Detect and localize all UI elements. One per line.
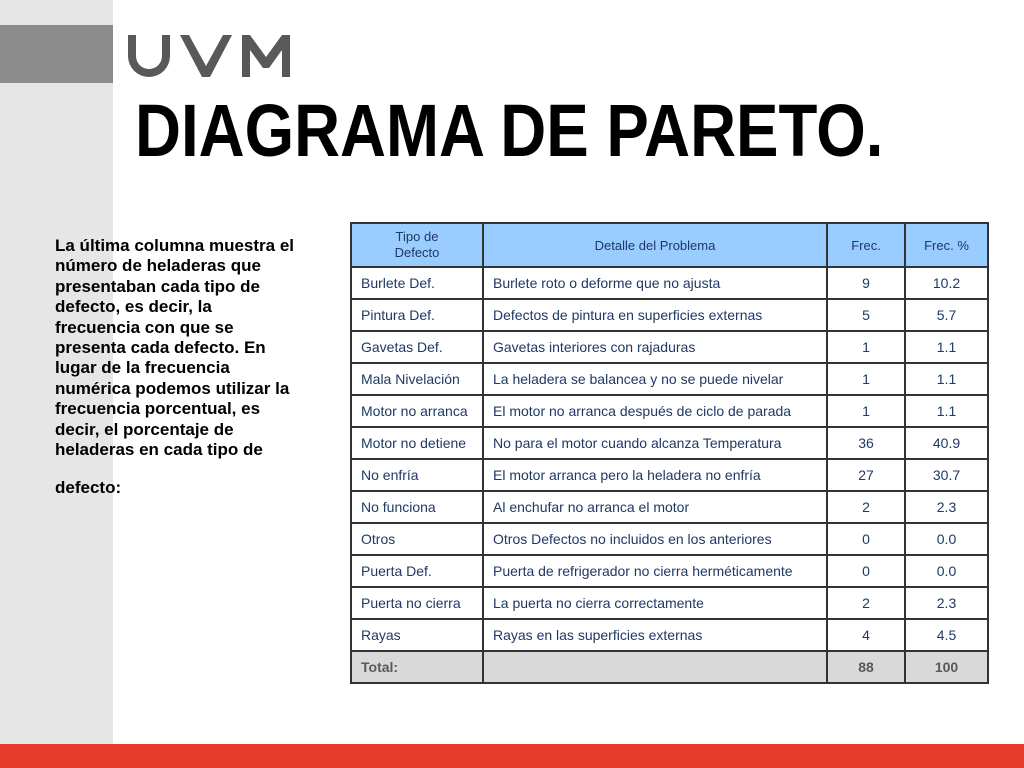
intro-line: numérica podemos utilizar la: [55, 378, 290, 398]
cell-tipo: Mala Nivelación: [352, 364, 484, 396]
cell-frec-pct: 1.1: [906, 364, 989, 396]
logo-band: [0, 25, 113, 83]
header-frec: Frec.: [828, 224, 906, 268]
intro-line: decir, el porcentaje de: [55, 419, 234, 439]
cell-frec-pct: 2.3: [906, 492, 989, 524]
cell-frec: 1: [828, 396, 906, 428]
cell-frec-pct: 5.7: [906, 300, 989, 332]
cell-detalle: Gavetas interiores con rajaduras: [484, 332, 828, 364]
header-detalle: Detalle del Problema: [484, 224, 828, 268]
intro-line: número de heladeras que: [55, 256, 261, 276]
cell-tipo: Puerta Def.: [352, 556, 484, 588]
cell-frec: 1: [828, 332, 906, 364]
cell-detalle: La heladera se balancea y no se puede nivelar: [484, 364, 828, 396]
total-empty-cell: [484, 652, 828, 684]
intro-line: frecuencia porcentual, es: [55, 399, 261, 419]
intro-lines: [55, 236, 315, 460]
cell-tipo: Puerta no cierra: [352, 588, 484, 620]
cell-detalle: Puerta de refrigerador no cierra herméticamente: [484, 556, 828, 588]
total-label: Total:: [352, 652, 484, 684]
cell-frec: 4: [828, 620, 906, 652]
cell-frec: 2: [828, 588, 906, 620]
cell-detalle: El motor arranca pero la heladera no enfría: [484, 460, 828, 492]
footer-bar: [0, 744, 1024, 768]
cell-frec: 0: [828, 556, 906, 588]
cell-frec: 36: [828, 428, 906, 460]
logo-letter-m: [242, 35, 290, 77]
header-tipo-label: Tipo de Defecto: [394, 229, 440, 260]
cell-detalle: Al enchufar no arranca el motor: [484, 492, 828, 524]
cell-frec-pct: 4.5: [906, 620, 989, 652]
intro-line: lugar de la frecuencia: [55, 358, 230, 378]
cell-detalle: La puerta no cierra correctamente: [484, 588, 828, 620]
header-frec-pct: Frec. %: [906, 224, 989, 268]
cell-detalle: Otros Defectos no incluidos en los anteriores: [484, 524, 828, 556]
cell-frec: 2: [828, 492, 906, 524]
intro-closing: defecto:: [55, 478, 122, 498]
intro-line: defecto, es decir, la: [55, 297, 212, 317]
uvm-logo: [128, 35, 292, 77]
cell-tipo: Pintura Def.: [352, 300, 484, 332]
cell-detalle: Burlete roto o deforme que no ajusta: [484, 268, 828, 300]
intro-line: presentaban cada tipo de: [55, 276, 260, 296]
cell-detalle: Rayas en las superficies externas: [484, 620, 828, 652]
cell-tipo: Otros: [352, 524, 484, 556]
cell-frec: 1: [828, 364, 906, 396]
cell-tipo: Motor no detiene: [352, 428, 484, 460]
cell-frec-pct: 0.0: [906, 556, 989, 588]
cell-frec: 5: [828, 300, 906, 332]
cell-frec-pct: 1.1: [906, 396, 989, 428]
cell-detalle: Defectos de pintura en superficies externas: [484, 300, 828, 332]
total-frec: 88: [828, 652, 906, 684]
logo-letter-u: [128, 35, 170, 77]
cell-detalle: El motor no arranca después de ciclo de parada: [484, 396, 828, 428]
cell-frec-pct: 0.0: [906, 524, 989, 556]
total-frec-pct: 100: [906, 652, 989, 684]
cell-frec-pct: 2.3: [906, 588, 989, 620]
intro-line: La última columna muestra el: [55, 236, 295, 255]
cell-tipo: Motor no arranca: [352, 396, 484, 428]
cell-frec-pct: 1.1: [906, 332, 989, 364]
intro-line: frecuencia con que se: [55, 317, 234, 337]
cell-frec-pct: 30.7: [906, 460, 989, 492]
cell-frec: 9: [828, 268, 906, 300]
cell-tipo: No enfría: [352, 460, 484, 492]
intro-line: presenta cada defecto. En: [55, 338, 266, 358]
cell-tipo: Burlete Def.: [352, 268, 484, 300]
logo-letter-v: [180, 35, 232, 77]
cell-frec: 0: [828, 524, 906, 556]
cell-tipo: Rayas: [352, 620, 484, 652]
cell-frec-pct: 40.9: [906, 428, 989, 460]
intro-line: heladeras en cada tipo de: [55, 440, 263, 460]
pareto-table: [350, 222, 989, 684]
header-tipo: [352, 224, 484, 268]
cell-tipo: No funciona: [352, 492, 484, 524]
cell-tipo: Gavetas Def.: [352, 332, 484, 364]
cell-frec-pct: 10.2: [906, 268, 989, 300]
intro-text: [55, 236, 315, 499]
page-title: DIAGRAMA DE PARETO.: [135, 89, 884, 172]
cell-detalle: No para el motor cuando alcanza Temperatura: [484, 428, 828, 460]
cell-frec: 27: [828, 460, 906, 492]
